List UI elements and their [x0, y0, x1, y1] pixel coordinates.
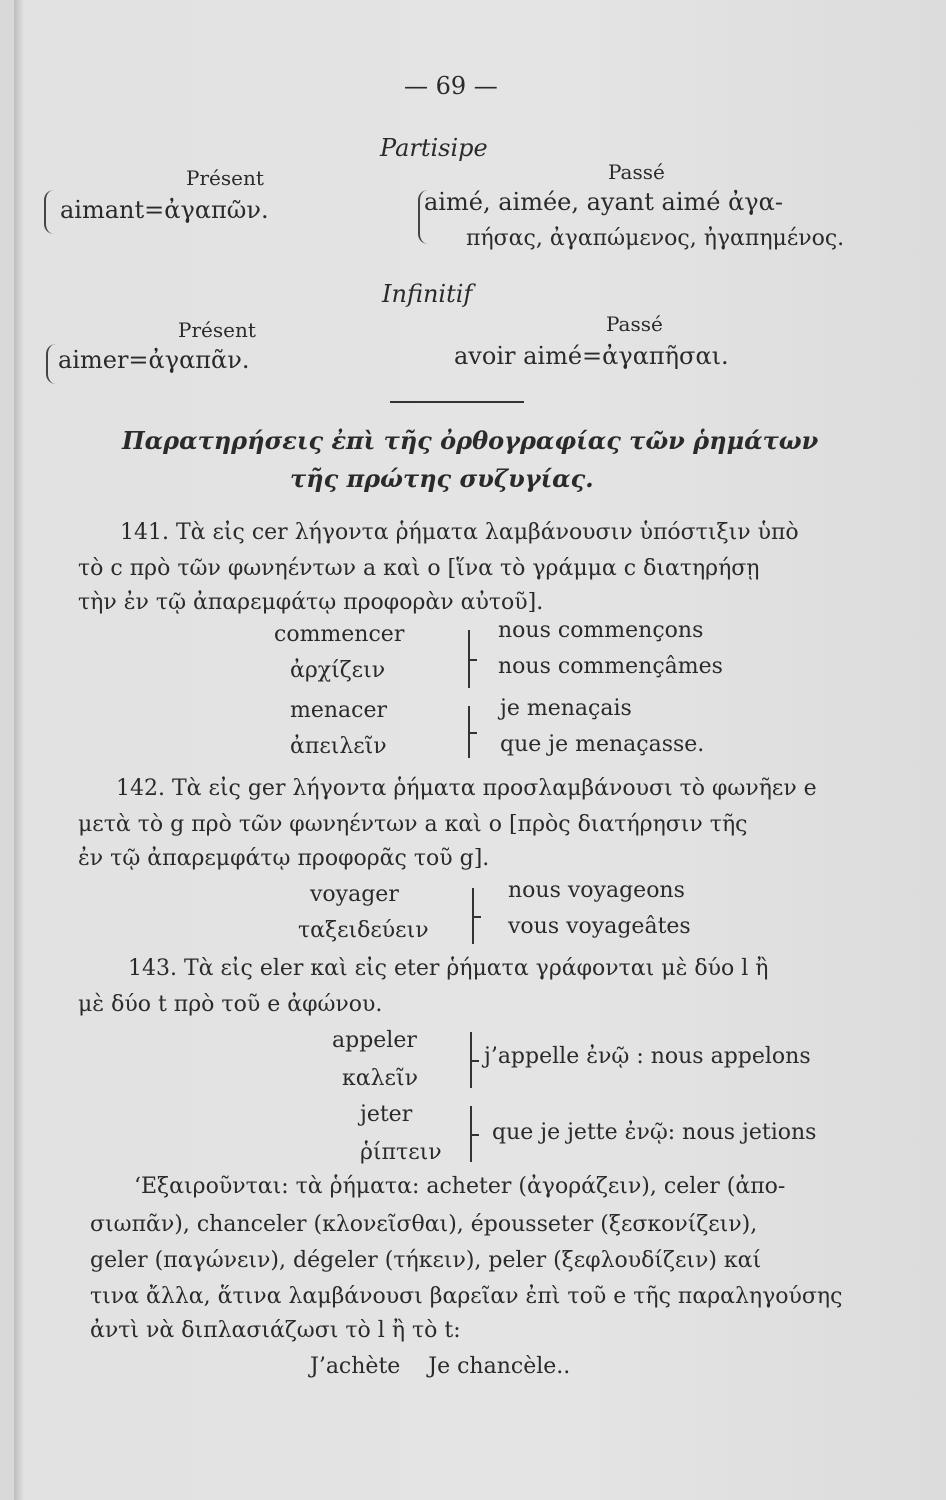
section-heading-line1: Παρατηρήσεις ἐπὶ τῆς ὀρθογραφίας τῶν ῥημάτων: [122, 426, 819, 455]
rule141-line2: τὸ c πρὸ τῶν φωνηέντων a καὶ o [ἵνα τὸ γράμμα c διατηρήσῃ: [78, 556, 760, 581]
exceptions-final: J’achète Je chancèle..: [310, 1354, 571, 1379]
infinitif-present-label: Présent: [178, 318, 256, 342]
participe-present-text: aimant=ἀγαπῶν.: [60, 196, 269, 224]
participe-present-label: Présent: [186, 166, 264, 190]
rule142-line1: 142. Τὰ εἰς ger λήγοντα ῥήματα προσλαμβάνουσι τὸ φωνῆεν e: [116, 776, 817, 801]
infinitif-passe-text: avoir aimé=ἀγαπῆσαι.: [454, 342, 729, 370]
rule143-line1: 143. Τὰ εἰς eler καὶ εἰς eter ῥήματα γράφονται μὲ δύο l ἢ: [128, 956, 769, 981]
rule141-line1: 141. Τὰ εἰς cer λήγοντα ῥήματα λαμβάνουσιν ὑπόστιξιν ὑπὸ: [120, 520, 799, 545]
ex141-2-bracket: [460, 706, 470, 758]
participe-title: Partisipe: [380, 134, 488, 162]
exceptions-line3: geler (παγώνειν), dégeler (τήκειν), peler (ξεφλουδίζειν) καί: [90, 1248, 762, 1273]
ex141-1-left1: commencer: [274, 622, 405, 647]
ex142-right1: nous voyageons: [508, 878, 685, 903]
rule142-line3: ἐν τῷ ἀπαρεμφάτῳ προφορᾶς τοῦ g].: [78, 846, 490, 871]
ex141-2-right2: que je menaçasse.: [500, 732, 705, 757]
exceptions-line2: σιωπᾶν), chanceler (κλονεῖσθαι), épousseter (ξεσκονίζειν),: [90, 1212, 758, 1237]
ex141-2-left2: ἀπειλεῖν: [290, 734, 387, 759]
ex142-bracket: [464, 888, 474, 944]
book-page: [14, 0, 946, 1500]
ex142-left1: voyager: [310, 882, 399, 907]
ex142-left2: ταξειδεύειν: [298, 918, 429, 943]
ex143-1-bracket: [462, 1032, 472, 1088]
ex141-2-right1: je menaçais: [500, 696, 632, 721]
ex143-1-right: j’appelle ἐνῷ : nous appelons: [484, 1044, 811, 1069]
rule141-line3: τὴν ἐν τῷ ἀπαρεμφάτῳ προφορὰν αὐτοῦ].: [78, 590, 544, 615]
ex143-2-left2: ῥίπτειν: [360, 1140, 442, 1165]
participe-passe-line2: πήσας, ἀγαπώμενος, ἠγαπημένος.: [466, 226, 845, 251]
ex141-1-bracket: [460, 630, 470, 688]
ex141-1-right2: nous commençâmes: [498, 654, 723, 679]
ex143-1-left2: καλεῖν: [342, 1066, 418, 1091]
infinitif-present-brace: [46, 344, 58, 384]
rule143-line2: μὲ δύο t πρὸ τοῦ e ἀφώνου.: [78, 992, 383, 1017]
page-number: — 69 —: [404, 72, 498, 100]
participe-passe-label: Passé: [608, 160, 665, 184]
ex143-2-bracket: [462, 1106, 472, 1162]
ex141-1-left2: ἀρχίζειν: [290, 658, 386, 683]
ex141-2-left1: menacer: [290, 698, 388, 723]
participe-present-brace: [44, 190, 56, 234]
infinitif-passe-label: Passé: [606, 312, 663, 336]
ex142-right2: vous voyageâtes: [508, 914, 691, 939]
ex143-2-left1: jeter: [360, 1102, 413, 1127]
infinitif-present-text: aimer=ἀγαπᾶν.: [58, 346, 250, 374]
section-heading-line2: τῆς πρώτης συζυγίας.: [290, 464, 594, 493]
ex141-1-right1: nous commençons: [498, 618, 704, 643]
ex143-1-left1: appeler: [332, 1028, 417, 1053]
exceptions-line4: τινα ἄλλα, ἅτινα λαμβάνουσι βαρεῖαν ἐπὶ τοῦ e τῆς παραληγούσης: [90, 1284, 843, 1309]
participe-passe-line1: aimé, aimée, ayant aimé ἀγα-: [424, 188, 783, 216]
rule142-line2: μετὰ τὸ g πρὸ τῶν φωνηέντων a καὶ o [πρὸς διατήρησιν τῆς: [78, 812, 748, 837]
section-divider: [390, 401, 524, 403]
exceptions-line1: ‘Εξαιροῦνται: τὰ ῥήματα: acheter (ἀγοράζειν), celer (ἀπο-: [134, 1174, 786, 1199]
infinitif-title: Infinitif: [382, 280, 473, 308]
ex143-2-right: que je jette ἐνῷ: nous jetions: [492, 1120, 817, 1145]
exceptions-line5: ἀντὶ νὰ διπλασιάζωσι τὸ l ἢ τὸ t:: [90, 1318, 461, 1343]
